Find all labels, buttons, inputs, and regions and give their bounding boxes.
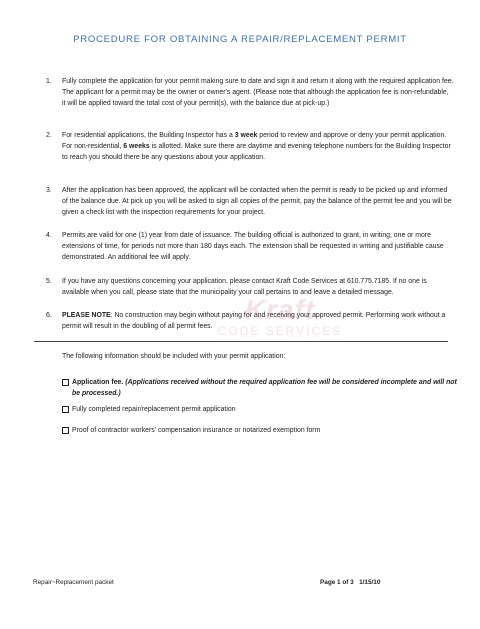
checkbox[interactable] <box>62 427 69 434</box>
step-number: 5. <box>46 278 52 285</box>
step-text: Permits are valid for one (1) year from date of issuance. The building official is authorized to grant, in writing, one or more extensions of time, for periods not more than 180 days each. The extension shall be requested in writing and justifiable cause demonstrated. An additional fee will apply. <box>62 232 444 261</box>
step-text: PLEASE NOTE: No construction may begin without paying for and receiving your approved permit. Performing work without a permit will result in the doubling of all permit fees. <box>62 312 446 330</box>
checklist-label: Fully completed repair/replacement permit application <box>72 406 236 413</box>
step-number: 4. <box>46 232 52 239</box>
watermark-logo: Kraft CODE SERVICES <box>217 294 343 338</box>
step-number: 6. <box>46 312 52 319</box>
step-number: 1. <box>46 78 52 85</box>
checkbox[interactable] <box>62 379 69 386</box>
step-text: Fully complete the application for your permit making sure to date and sign it and return it along with the required application fee. The applicant for a permit may be the owner or owner's agent. (Please note that although the application fee is non-refundable, it will be applied toward the total cost of your permit(s), with the balance due at pick-up.) <box>62 78 454 107</box>
checklist-label: Application fee. (Applications received without the required application fee will be considered incomplete and will not be processed.) <box>72 379 457 397</box>
page-title: PROCEDURE FOR OBTAINING A REPAIR/REPLACEMENT PERMIT <box>73 34 407 45</box>
checkbox[interactable] <box>62 406 69 413</box>
checklist-label: Proof of contractor workers' compensation insurance or notarized exemption form <box>72 427 321 434</box>
footer-document-name: Repair~Replacement packet <box>33 579 114 586</box>
revision-date: 1/15/10 <box>359 579 381 586</box>
page-number: Page 1 of 3 <box>320 579 354 586</box>
step-text: After the application has been approved, the applicant will be contacted when the permit is ready to be picked up and informed of the balance due. At pick up you will be asked to sign all copies of the permit, pay the balance of the permit fee and you will be given a check list with the inspection requirements for your project. <box>62 187 452 216</box>
section-divider <box>34 341 448 342</box>
requirements-intro: The following information should be included with your permit application: <box>62 353 286 360</box>
footer-page-info <box>320 579 380 586</box>
step-text: For residential applications, the Building Inspector has a 3 week period to review and approve or deny your permit application. For non-residential, 6 weeks is allotted. Make sure there are daytime and evening telephone numbers for the Building Inspector to reach you should there be any questions about your application. <box>62 132 451 161</box>
step-text: If you have any questions concerning your application, please contact Kraft Code Services at 610.775.7185. If no one is available when you call, please state that the municipality your call pertains to and leave a detailed message. <box>62 278 427 296</box>
step-number: 3. <box>46 187 52 194</box>
step-number: 2. <box>46 132 52 139</box>
